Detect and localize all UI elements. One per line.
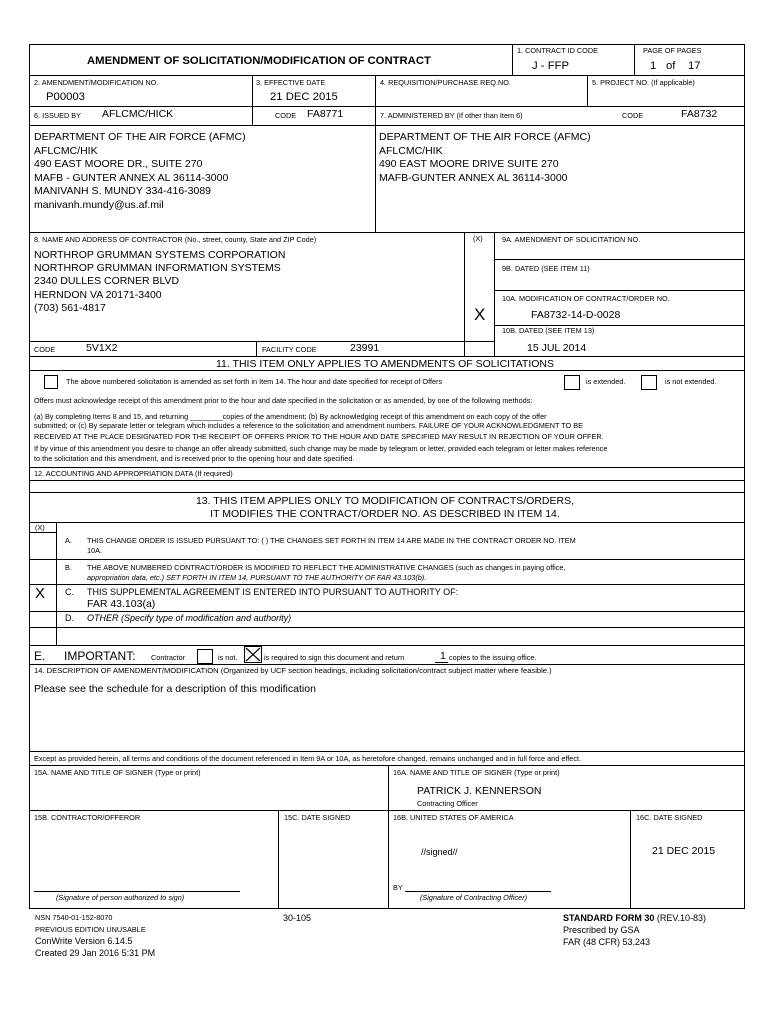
item-13d-text: OTHER (Specify type of modification and authority): [87, 613, 292, 623]
item-11-methods-a: (a) By completing Items 8 and 15, and returning ________copies of the amendment; (b) By acknowledging receipt of this amendment on each copy of the offer: [34, 412, 547, 421]
requisition-label: 4. REQUISITION/PURCHASE REQ.NO.: [380, 78, 511, 87]
administered-by-label: 7. ADMINISTERED BY (If other than Item 6): [380, 111, 523, 120]
footer-gsa: Prescribed by GSA: [563, 925, 640, 935]
item-13c-x-mark[interactable]: X: [35, 585, 46, 602]
solicitation-amended-checkbox[interactable]: [44, 375, 58, 389]
administered-by-code[interactable]: FA8732: [681, 108, 718, 120]
amendment-no-label: 2. AMENDMENT/MODIFICATION NO.: [34, 78, 159, 87]
date-signed-15c-label: 15C. DATE SIGNED: [284, 813, 351, 822]
footer-conwrite: ConWrite Version 6.14.5: [35, 936, 133, 946]
administered-by-code-label: CODE: [622, 111, 644, 120]
item-13a-text: THIS CHANGE ORDER IS ISSUED PURSUANT TO: ( ) THE CHANGES SET FORTH IN ITEM 14 ARE MADE IN THE CONTRACT ORDER NO. ITEM: [87, 536, 576, 545]
x-column-label: (X): [473, 234, 483, 243]
signer-16a-title: Contracting Officer: [417, 799, 478, 808]
modification-date-label: 10B. DATED (SEE ITEM 13): [502, 326, 595, 335]
not-extended-checkbox[interactable]: [641, 375, 657, 390]
item-13d-letter: D.: [65, 613, 74, 623]
item-11-para: Offers must acknowledge receipt of this amendment prior to the hour and date specified in the solicitation or as amended, by one of the following methods:: [34, 396, 533, 405]
item-11-reference: to the solicitation and this amendment, and is received prior to the opening hour and date specified.: [34, 454, 355, 463]
item-e-copies[interactable]: 1: [440, 650, 446, 662]
footer-nsn: NSN 7540-01-152-8070: [35, 913, 113, 922]
item-13c-letter: C.: [65, 587, 74, 597]
contractor-offeror-label: 15B. CONTRACTOR/OFFEROR: [34, 813, 141, 822]
signer-16a-name[interactable]: PATRICK J. KENNERSON: [417, 785, 542, 797]
footer-created: Created 29 Jan 2016 5:31 PM: [35, 948, 156, 958]
issued-by-code-label: CODE: [275, 111, 297, 120]
item-e-is-not: is not.: [218, 653, 238, 662]
check-x-icon: [245, 647, 261, 662]
modification-x-mark[interactable]: X: [474, 305, 486, 324]
description-value[interactable]: Please see the schedule for a description of this modification: [34, 683, 316, 695]
page-of: of: [666, 60, 676, 72]
contractor-code-label: CODE: [34, 345, 56, 354]
project-no-label: 5. PROJECT NO. (If applicable): [592, 78, 695, 87]
by-label: BY: [393, 883, 403, 892]
modification-no-value[interactable]: FA8732-14-D-0028: [531, 309, 621, 321]
item-e-copies-text: copies to the issuing office.: [449, 653, 537, 662]
extended-checkbox[interactable]: [564, 375, 580, 390]
signature-15-caption: (Signature of person authorized to sign): [56, 893, 185, 902]
footer-standard-form: STANDARD FORM 30 (REV.10-83): [563, 913, 707, 923]
administered-by-address: DEPARTMENT OF THE AIR FORCE (AFMC) AFLCMC/HIK 490 EAST MOORE DRIVE SUITE 270 MAFB-GUNTER ANNEX AL 36114-3000: [379, 131, 591, 184]
item-11-line1: The above numbered solicitation is amended as set forth in Item 14. The hour and date specified for receipt of Offers: [66, 377, 443, 386]
signer-16a-label: 16A. NAME AND TITLE OF SIGNER (Type or print): [393, 768, 560, 777]
item-13-x-label: (X): [35, 523, 45, 532]
item-13b-text: THE ABOVE NUMBERED CONTRACT/ORDER IS MODIFIED TO REFLECT THE ADMINISTRATIVE CHANGES (such as changes in paying office,: [87, 563, 566, 572]
contractor-code-value[interactable]: 5V1X2: [86, 342, 118, 354]
issued-by-label: 6. ISSUED BY: [34, 111, 82, 120]
footer-previous-edition: PREVIOUS EDITION UNUSABLE: [35, 925, 146, 934]
is-not-checkbox[interactable]: [197, 649, 213, 664]
page-of-pages-label: PAGE OF PAGES: [643, 46, 702, 55]
solicitation-no-label: 9A. AMENDMENT OF SOLICITATION NO.: [502, 235, 641, 244]
page-number: 1: [650, 60, 657, 72]
signature-16-caption: (Signature of Contracting Officer): [420, 893, 528, 902]
effective-date-value[interactable]: 21 DEC 2015: [270, 91, 338, 103]
modification-no-label: 10A. MODIFICATION OF CONTRACT/ORDER NO.: [502, 294, 670, 303]
item-11-methods-b: submitted; or (c) By separate letter or telegram which includes a reference to the solicitation and amendment numbers. FAILURE OF YOUR ACKNOWLEDGMENT TO BE: [34, 421, 583, 430]
item-e-important: IMPORTANT:: [64, 649, 136, 663]
item-e-letter: E.: [34, 649, 46, 663]
modification-date-value[interactable]: 15 JUL 2014: [527, 342, 587, 354]
issued-by-address: DEPARTMENT OF THE AIR FORCE (AFMC) AFLCMC/HIK 490 EAST MOORE DR., SUITE 270 MAFB - GUNTER ANNEX AL 36114-3000 MANIVANH S. MUNDY 334-416-3089 manivanh.mundy@us.af.mil: [34, 131, 246, 211]
not-extended-label: is not extended.: [665, 377, 717, 386]
item-e-contractor: Contractor: [151, 653, 186, 662]
signer-15a-label: 15A. NAME AND TITLE OF SIGNER (Type or print): [34, 768, 201, 777]
facility-code-label: FACILITY CODE: [262, 345, 317, 354]
date-signed-16c-value[interactable]: 21 DEC 2015: [652, 845, 716, 857]
form-title: AMENDMENT OF SOLICITATION/MODIFICATION OF CONTRACT: [87, 55, 431, 67]
signed-16b-value[interactable]: //signed//: [421, 847, 458, 857]
contractor-address: NORTHROP GRUMMAN SYSTEMS CORPORATION NORTHROP GRUMMAN INFORMATION SYSTEMS 2340 DULLES CORNER BLVD HERNDON VA 20171-3400 (703) 561-4817: [34, 249, 286, 314]
issued-by-value[interactable]: AFLCMC/HICK: [102, 108, 174, 120]
item-13-title: 13. THIS ITEM APPLIES ONLY TO MODIFICATION OF CONTRACTS/ORDERS, IT MODIFIES THE CONTRACT/ORDER NO. AS DESCRIBED IN ITEM 14.: [195, 495, 575, 520]
is-required-checkbox[interactable]: [244, 646, 262, 663]
date-signed-16c-label: 16C. DATE SIGNED: [636, 813, 703, 822]
facility-code-value[interactable]: 23991: [350, 342, 380, 354]
item-11-warning: RECEIVED AT THE PLACE DESIGNATED FOR THE RECEIPT OF OFFERS PRIOR TO THE HOUR AND DATE SPECIFIED MAY RESULT IN REJECTION OF YOUR OFFER.: [34, 432, 604, 441]
description-label: 14. DESCRIPTION OF AMENDMENT/MODIFICATION (Organized by UCF section headings, including solicitation/contract subject matter where feasible.): [34, 666, 552, 675]
footer-form-number: 30-105: [283, 913, 312, 923]
contractor-label: 8. NAME AND ADDRESS OF CONTRACTOR (No., street, county, State and ZIP Code): [34, 235, 317, 244]
contract-id-value[interactable]: J - FFP: [532, 60, 570, 72]
item-13b-letter: B.: [65, 563, 72, 572]
item-13c-text: THIS SUPPLEMENTAL AGREEMENT IS ENTERED INTO PURSUANT TO AUTHORITY OF:: [87, 587, 459, 597]
item-e-required: is required to sign this document and return: [264, 653, 405, 662]
item-11-title: 11. THIS ITEM ONLY APPLIES TO AMENDMENTS OF SOLICITATIONS: [215, 358, 555, 370]
item-11-change: If by virtue of this amendment you desire to change an offer already submitted, such change may be made by telegram or letter, provided each telegram or letter makes reference: [34, 444, 608, 453]
usa-16b-label: 16B. UNITED STATES OF AMERICA: [393, 813, 514, 822]
solicitation-date-label: 9B. DATED (SEE ITEM 11): [502, 264, 590, 273]
amendment-no-value[interactable]: P00003: [46, 91, 85, 103]
item-13a-text2: 10A.: [87, 546, 103, 555]
page-total: 17: [688, 60, 701, 72]
footer-far: FAR (48 CFR) 53.243: [563, 937, 651, 947]
effective-date-label: 3. EFFECTIVE DATE: [256, 78, 326, 87]
item-13b-text2: appropriation data, etc.) SET FORTH IN ITEM 14, PURSUANT TO THE AUTHORITY OF FAR 43.103(b).: [87, 573, 427, 582]
extended-label: is extended.: [586, 377, 626, 386]
contract-id-label: 1. CONTRACT ID CODE: [517, 46, 598, 55]
item-13c-authority[interactable]: FAR 43.103(a): [87, 598, 156, 610]
except-text: Except as provided herein, all terms and conditions of the document referenced in Item 9A or 10A, as heretofore changed, remains unchanged and in full force and effect.: [34, 754, 582, 763]
accounting-data-label: 12. ACCOUNTING AND APPROPRIATION DATA (If required): [34, 469, 233, 478]
issued-by-code[interactable]: FA8771: [307, 108, 344, 120]
item-13a-letter: A.: [65, 536, 72, 545]
